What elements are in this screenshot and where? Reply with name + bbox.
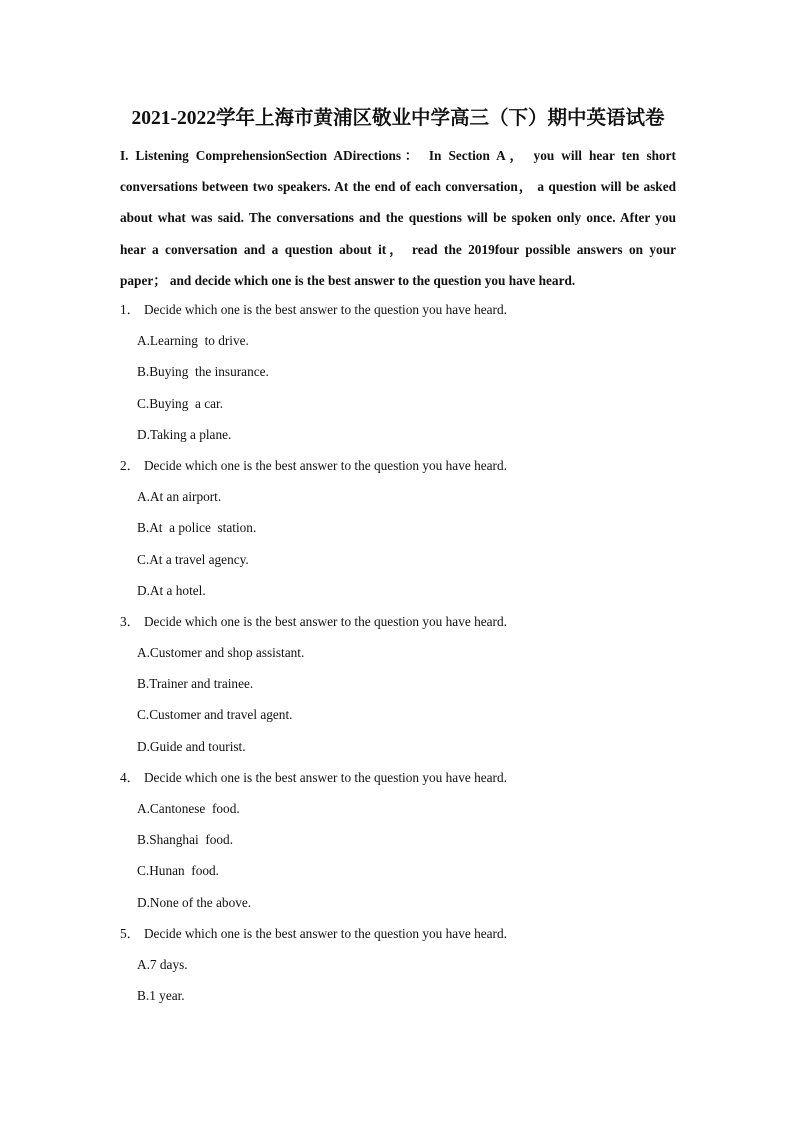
question-block <box>120 294 680 450</box>
answer-option: B.Buying the insurance. <box>137 364 269 380</box>
answer-option: B.Shanghai food. <box>137 832 234 848</box>
question-block <box>120 762 680 918</box>
question-number: 1． <box>120 302 140 317</box>
answer-option: B.At a police station. <box>137 520 257 536</box>
answer-option: D.Guide and tourist. <box>137 738 246 754</box>
answer-option: D.At a hotel. <box>137 582 206 598</box>
answer-option: A.Cantonese food. <box>137 801 240 816</box>
question-number: 2． <box>120 457 140 473</box>
question-stem <box>120 918 680 949</box>
question-stem <box>120 450 680 481</box>
question-stem <box>120 606 680 637</box>
answer-option: B.1 year. <box>137 988 185 1004</box>
answer-option: D.Taking a plane. <box>137 426 232 442</box>
question-text: Decide which one is the best answer to the question you have heard. <box>143 302 507 317</box>
answer-option: A.At an airport. <box>137 489 222 505</box>
question-text: Decide which one is the best answer to the question you have heard. <box>143 769 507 785</box>
answer-option: C.Hunan food. <box>137 863 219 879</box>
question-stem <box>120 294 680 325</box>
question-text: Decide which one is the best answer to the question you have heard. <box>143 457 507 473</box>
answer-option: C.At a travel agency. <box>137 551 249 567</box>
question-number: 4． <box>120 769 140 785</box>
question-block <box>120 606 680 762</box>
answer-option: A.7 days. <box>137 956 188 972</box>
question-list <box>120 294 680 1011</box>
directions-paragraph: I. Listening ComprehensionSection ADirections： In Section A， you will hear ten short conversations between two speakers. At the end of each conversation， a question will be asked about what was said. The conversations and the questions will be spoken only once. After you hear a conversation and a question about it， read the 2019four possible answers on your paper； and decide which one is the best answer to the question you have heard. <box>120 148 676 288</box>
answer-option: B.Trainer and trainee. <box>137 676 254 692</box>
answer-option: A.Learning to drive. <box>137 333 249 349</box>
question-block <box>120 450 680 606</box>
answer-option: C.Buying a car. <box>137 395 224 411</box>
answer-option: A.Customer and shop assistant. <box>137 645 305 661</box>
question-number: 5． <box>120 925 140 941</box>
question-number: 3． <box>120 613 140 629</box>
question-stem <box>120 762 680 793</box>
answer-option: D.None of the above. <box>137 894 252 910</box>
answer-option: C.Customer and travel agent. <box>137 707 293 723</box>
question-block <box>120 918 680 1012</box>
page-title: 2021-2022学年上海市黄浦区敬业中学高三（下）期中英语试卷 <box>131 108 665 129</box>
question-text: Decide which one is the best answer to the question you have heard. <box>143 613 507 629</box>
question-text: Decide which one is the best answer to the question you have heard. <box>143 925 507 941</box>
